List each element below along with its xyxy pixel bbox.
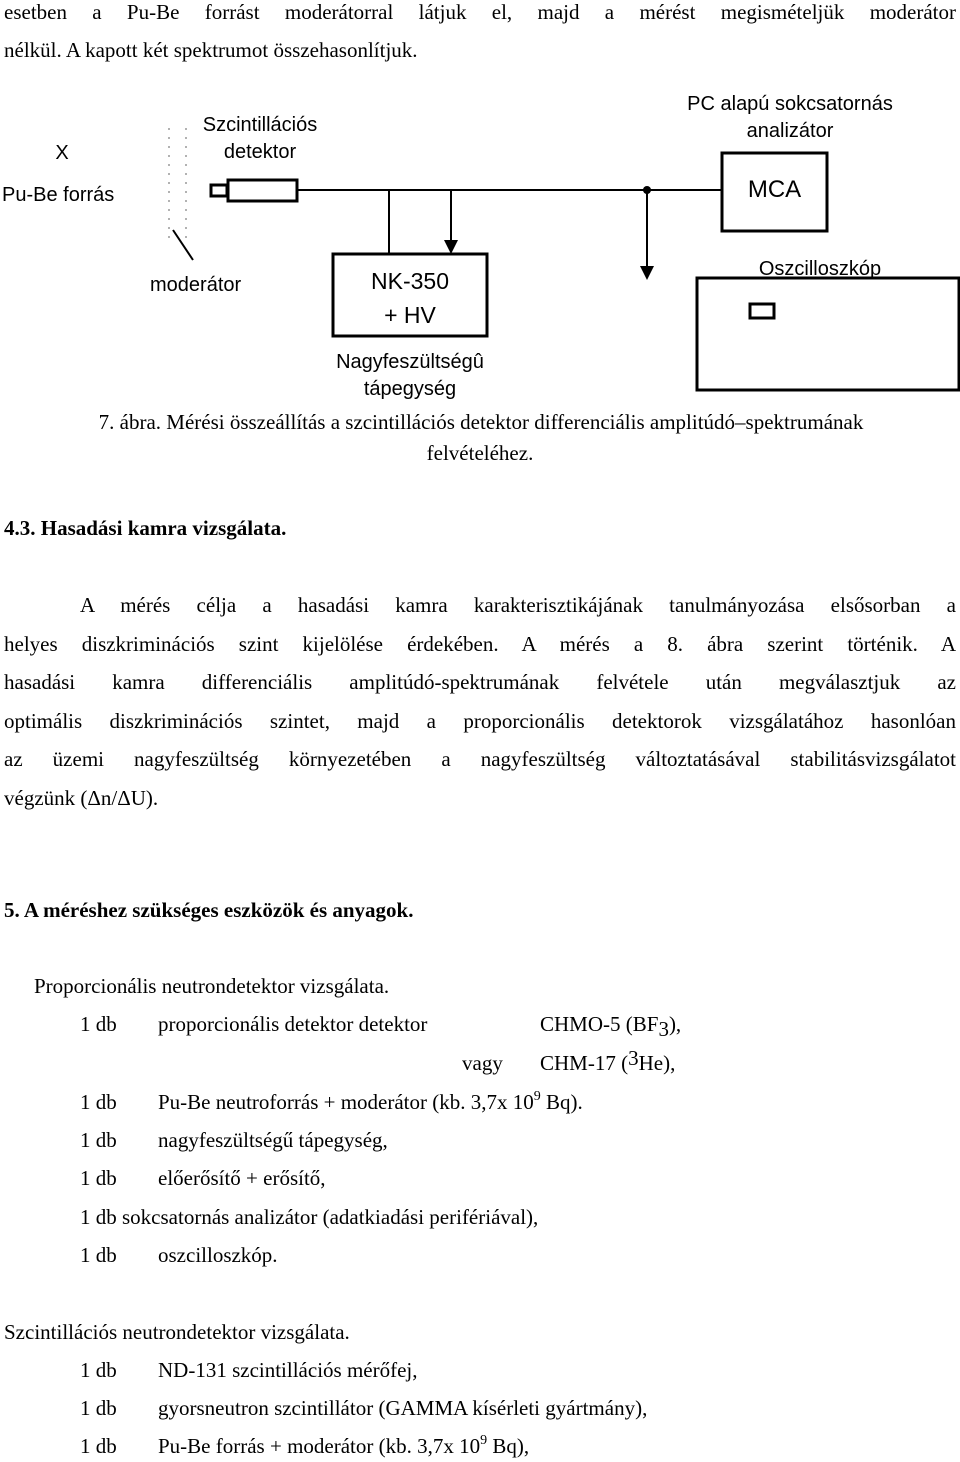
paragraph-line-1: A mérés célja a hasadási kamra karakterisztikájának tanulmányozása elsősorban a [80,593,956,617]
moderator-pointer [173,230,193,260]
figure-caption-line-2: felvételéhez. [426,441,534,465]
item-qty: 1 db [80,1012,117,1036]
intro-line-2: nélkül. A kapott két spektrumot összehasonlítjuk. [4,38,418,62]
item-qty: 1 db [80,1205,117,1229]
item-text: előerősítő + erősítő, [158,1166,326,1190]
source-label: Pu-Be forrás [2,184,115,206]
item-qty: 1 db [80,1090,117,1114]
item-qty: 1 db [80,1396,117,1420]
figure-caption-line-1: 7. ábra. Mérési összeállítás a szcintillációs detektor differenciális amplitúdó–spektrumának [98,410,864,434]
paragraph-line-3: hasadási kamra differenciális amplitúdó-spektrumának felvétele után megválasztjuk az [4,670,956,694]
source-mark: X [55,142,69,164]
item-text: nagyfeszültségű tápegység, [158,1128,388,1152]
detector-label-1: Szcintillációs [202,114,318,136]
item-text: vagy [462,1051,503,1075]
mca-box-label: MCA [747,176,802,203]
item-spec: CHMO-5 $(BF_3)$, [540,1012,682,1041]
item-text: gyorsneutron szcintillátor (GAMMA kísérleti gyártmány), [158,1396,648,1420]
moderator-dots [169,128,186,240]
item-qty: 1 db [80,1358,117,1382]
item-text: sokcsatornás analizátor (adatkiadási perifériával), [122,1205,539,1229]
hv-box-label-2: + HV [384,302,436,328]
measurement-setup-diagram [0,80,960,400]
list-item [80,1012,117,1037]
item-qty: 1 db [80,1243,117,1267]
moderator-label: moderátor [150,274,242,296]
detector-probe-body [228,180,297,201]
item-text: oszcilloszkóp. [158,1243,278,1267]
analyzer-label-1: PC alapú sokcsatornás [687,93,893,115]
scope-arrow-head [640,266,654,280]
hv-arrow-head [444,240,458,254]
item-text: proporcionális detektor detektor [158,1012,428,1036]
intro-line-1: esetben a Pu-Be forrást moderátorral látjuk el, majd a mérést megismételjük moderátor [4,0,956,24]
scope-box-frame [697,278,959,390]
hv-box-label-1: NK-350 [371,268,449,294]
proportional-subtitle: Proporcionális neutrondetektor vizsgálata. [34,974,390,998]
paragraph-line-4: optimális diszkriminációs szintet, majd a proporcionális detektorok vizsgálatához hasonlóan [4,708,956,733]
item-qty: 1 db [80,1434,117,1458]
scope-label: Oszcilloszkóp [758,258,882,280]
analyzer-label-2: analizátor [746,120,834,142]
scope-screen-icon [750,304,774,318]
paragraph-line-5: az üzemi nagyfeszültség környezetében a nagyfeszültség változtatásával stabilitásvizsgálatot [4,747,956,771]
section-4-3-paragraph [4,586,956,817]
item-spec: CHM-17 ($^3$He), [540,1046,676,1075]
hv-label-1: Nagyfeszültségû [336,351,484,373]
section-heading-5: 5. A méréshez szükséges eszközök és anyagok. [4,898,414,922]
item-text: Pu-Be neutroforrás + moderátor (kb. 3,7x $10^9$ Bq). [158,1089,583,1114]
detector-label-2: detektor [223,141,297,163]
paragraph-line-2: helyes diszkriminációs szint kijelölése érdekében. A mérés a 8. ábra szerint történik. A [4,631,956,656]
item-text: ND-131 szcintillációs mérőfej, [158,1358,418,1382]
list-item [80,1205,538,1230]
detector-probe-head [211,185,227,196]
item-qty: 1 db [80,1128,117,1152]
hv-label-2: tápegység [363,378,457,400]
paragraph-line-6: végzünk (Δn/ΔU). [4,785,159,810]
item-qty: 1 db [80,1166,117,1190]
scintillation-subtitle: Szcintillációs neutrondetektor vizsgálata. [4,1320,350,1344]
item-text: Pu-Be forrás + moderátor (kb. 3,7x $10^9$ Bq), [158,1433,530,1458]
section-heading-4-3: 4.3. Hasadási kamra vizsgálata. [4,516,287,540]
